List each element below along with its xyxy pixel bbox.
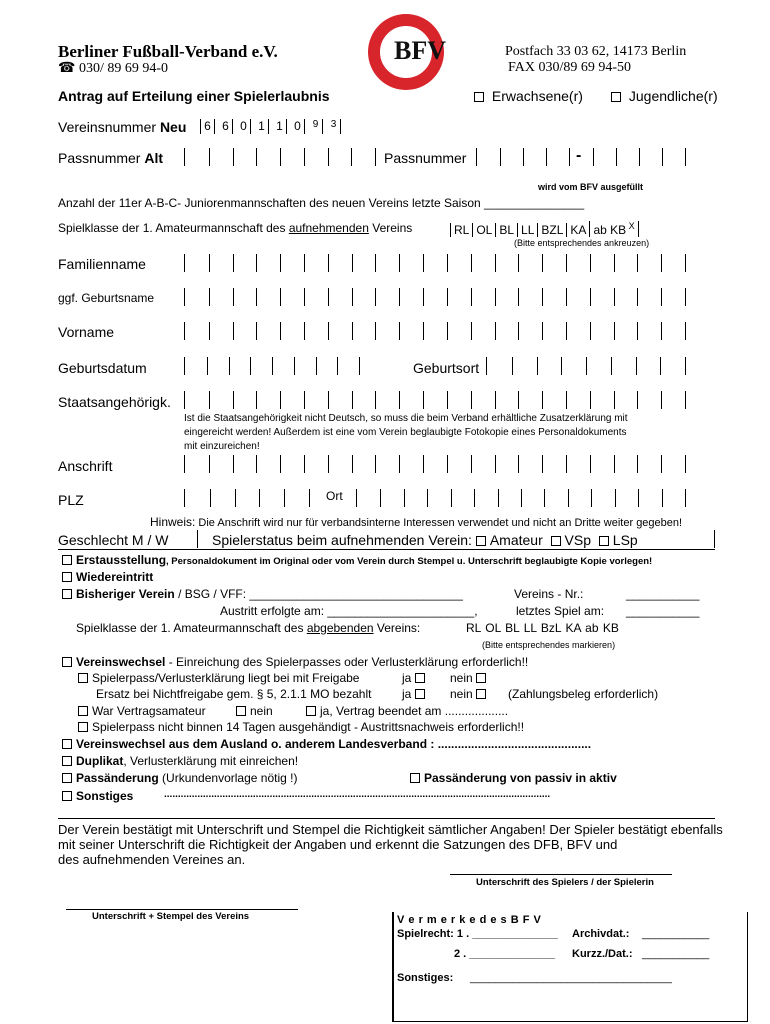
cell-divider [614, 288, 615, 306]
cell-divider [380, 489, 381, 507]
cell-divider [233, 288, 234, 306]
cell-divider [566, 288, 567, 306]
phone-icon: ☎ [58, 61, 76, 76]
cell-divider [229, 357, 230, 375]
cell-divider [233, 455, 234, 473]
cell-divider [542, 455, 543, 473]
cell-divider [542, 288, 543, 306]
opt-adult[interactable]: Erwachsene(r) [474, 88, 583, 104]
spielklasse-option[interactable]: RL [450, 223, 472, 237]
anschrift-label: Anschrift [58, 458, 113, 474]
cell-divider [399, 288, 400, 306]
org-title: Berliner Fußball-Verband e.V. [58, 42, 278, 61]
cell-divider [518, 322, 519, 340]
form-title: Antrag auf Erteilung einer Spielerlaubnis [58, 88, 330, 104]
spielrecht-2[interactable]: 2 . ______________ [454, 948, 555, 960]
checkbox-youth[interactable] [611, 92, 621, 102]
checkbox-ersatz-nein[interactable] [476, 689, 486, 699]
vereinsnummer-digit: 6 [219, 119, 233, 134]
cell-divider [638, 489, 639, 507]
cell-divider [637, 322, 638, 340]
passnummer-label: Passnummer [384, 150, 467, 166]
fax: FAX 030/89 69 94-50 [508, 60, 632, 75]
checkbox-adult[interactable] [474, 92, 484, 102]
cell-divider [423, 322, 424, 340]
cell-divider [375, 391, 376, 409]
cell-divider [500, 148, 501, 166]
cell-divider [561, 357, 562, 375]
cell-divider [304, 288, 305, 306]
status-label: Spielerstatus beim aufnehmenden Verein: [212, 532, 472, 548]
cell-divider [337, 357, 338, 375]
cell-divider [662, 489, 663, 507]
familienname-label: Familienname [58, 256, 146, 272]
cell-divider [304, 455, 305, 473]
cell-divider [471, 455, 472, 473]
cell-divider [639, 148, 640, 166]
letztes-spiel-input[interactable]: ___________ [626, 604, 700, 618]
cell-divider [611, 357, 612, 375]
cell-divider [542, 254, 543, 272]
cell-divider [280, 391, 281, 409]
cell-divider [352, 254, 353, 272]
cell-divider [590, 391, 591, 409]
checkbox-duplikat[interactable] [62, 756, 72, 766]
checkbox-erstausstellung[interactable] [62, 555, 72, 565]
cell-divider [256, 288, 257, 306]
austritt-input[interactable]: Austritt erfolgte am: ______________________, [220, 604, 478, 618]
ersatz-text: Ersatz bei Nichtfreigabe gem. § 5, 2.1.1 MO bezahlt [96, 687, 372, 701]
geburtsdatum-field[interactable] [184, 357, 360, 375]
cell-divider [474, 489, 475, 507]
staat-note-3: mit einzureichen! [184, 441, 260, 452]
cell-divider [591, 489, 592, 507]
cell-divider [328, 391, 329, 409]
cell-divider [423, 391, 424, 409]
cell-divider [661, 391, 662, 409]
checkbox-ausland[interactable] [62, 739, 72, 749]
geburtsdatum-label: Geburtsdatum [58, 360, 147, 376]
vereins-nr-input[interactable]: ___________ [626, 587, 700, 601]
vereinsnummer-field[interactable] [200, 119, 346, 134]
cell-divider [590, 322, 591, 340]
cell-divider [542, 322, 543, 340]
cell-divider [280, 288, 281, 306]
sonstiges-input[interactable]: ........................................................................................................................................... [164, 789, 551, 800]
geburtsort-label: Geburtsort [413, 360, 480, 376]
cell-divider [399, 254, 400, 272]
cell-divider [280, 322, 281, 340]
cell-divider [284, 489, 285, 507]
cell-divider [280, 455, 281, 473]
cell-divider [352, 391, 353, 409]
vereinsnummer-digit: 1 [273, 119, 287, 134]
cell-divider [471, 322, 472, 340]
cell-divider [614, 254, 615, 272]
cell-divider [352, 288, 353, 306]
vereinsnummer-digit: 6 [201, 119, 215, 134]
checkbox-vertragsamateur[interactable] [78, 706, 88, 716]
cell-divider [209, 148, 210, 166]
bfv-sonstiges-label: Sonstiges: [397, 972, 454, 984]
bestaetigung-2: mit seiner Unterschrift die Richtigkeit der Angaben und erkennt die Satzungen des DFB, BFV und [58, 837, 618, 852]
checkbox-vertrag-nein[interactable] [236, 706, 246, 716]
checkbox-vsp[interactable] [551, 536, 561, 546]
cell-divider [233, 254, 234, 272]
checkbox-passiv-aktiv[interactable] [410, 773, 420, 783]
checkbox-sonstiges[interactable] [62, 791, 72, 801]
hinweis-text: Die Anschrift wird nur für verbandsinterne Interessen verwendet und nicht an Dritte weiter gegeben! [198, 517, 683, 529]
cell-divider [661, 322, 662, 340]
cell-divider [375, 254, 376, 272]
cell-divider [256, 455, 257, 473]
kurzz-input[interactable]: ___________ [642, 948, 710, 960]
cell-divider [328, 254, 329, 272]
cell-divider [304, 322, 305, 340]
cell-divider [404, 489, 405, 507]
cell-divider [615, 489, 616, 507]
spielklasse-option[interactable]: BZL [537, 223, 566, 237]
junior-teams-count[interactable]: Anzahl der 11er A-B-C- Juniorenmannschaften des neuen Vereins letzte Saison _______________ [58, 196, 585, 210]
cell-divider [537, 357, 538, 375]
geburtsort-field[interactable] [486, 357, 686, 375]
staat-label: Staatsangehörigk. [58, 394, 171, 410]
cell-divider [256, 391, 257, 409]
cell-divider [523, 148, 524, 166]
vereinsnummer-label: Vereinsnummer [58, 119, 157, 135]
cell-divider [233, 322, 234, 340]
cell-divider [235, 489, 236, 507]
signature-player[interactable]: Unterschrift des Spielers / der Spielerin [476, 877, 654, 888]
cell-divider [495, 455, 496, 473]
cell-divider [637, 254, 638, 272]
spielklasse-option[interactable]: OL [472, 223, 495, 237]
cell-divider [636, 357, 637, 375]
passnummer-alt-label: Passnummer [58, 150, 141, 166]
bestaetigung-3: des aufnehmenden Vereines an. [58, 852, 246, 867]
cell-divider [447, 391, 448, 409]
checkbox-wiedereintritt[interactable] [62, 572, 72, 582]
cell-divider [304, 148, 305, 166]
checkbox-amateur[interactable] [476, 536, 486, 546]
checkbox-ersatz-ja[interactable] [415, 689, 425, 699]
cell-divider [328, 148, 329, 166]
cell-divider [375, 322, 376, 340]
cell-divider [637, 288, 638, 306]
checkbox-vertrag-ja[interactable] [306, 706, 316, 716]
geburtsname-label: ggf. Geburtsname [58, 291, 155, 305]
cell-divider [328, 455, 329, 473]
signature-club[interactable]: Unterschrift + Stempel des Vereins [92, 911, 250, 922]
cell-divider [399, 322, 400, 340]
checkbox-passaenderung[interactable] [62, 773, 72, 783]
vorname-field[interactable] [184, 322, 686, 340]
cell-divider [294, 357, 295, 375]
staat-note-2: eingereicht werden! Außerdem ist eine vom Verein beglaubigte Fotokopie eines Personaldokuments [184, 427, 627, 438]
bfv-logo [368, 14, 444, 90]
cell-divider [209, 288, 210, 306]
cell-divider [566, 391, 567, 409]
cell-divider [304, 391, 305, 409]
geburtsname-field[interactable] [184, 288, 686, 306]
vorname-label: Vorname [58, 324, 115, 340]
cell-divider [521, 489, 522, 507]
checkbox-freigabe[interactable] [78, 673, 88, 683]
spielrecht[interactable]: Spielrecht: 1 . ______________ [397, 928, 558, 940]
cell-divider [209, 254, 210, 272]
cell-divider [209, 455, 210, 473]
cell-divider [569, 148, 570, 166]
cell-divider [614, 322, 615, 340]
cell-divider [209, 391, 210, 409]
opt-youth[interactable]: Jugendliche(r) [611, 88, 718, 104]
cell-divider [304, 254, 305, 272]
cell-divider [280, 148, 281, 166]
vereins-nr-label: Vereins - Nr.: [514, 587, 584, 601]
cell-divider [423, 254, 424, 272]
kurzz-label: Kurzz./Dat.: [572, 948, 633, 960]
anschrift-field[interactable] [184, 455, 686, 473]
plz-field[interactable] [184, 489, 310, 507]
cell-divider [660, 357, 661, 375]
cell-divider [351, 148, 352, 166]
cell-divider [544, 489, 545, 507]
cell-divider [586, 357, 587, 375]
cell-divider [661, 254, 662, 272]
cell-divider [256, 148, 257, 166]
cell-divider [662, 148, 663, 166]
cell-divider [495, 322, 496, 340]
cell-divider [375, 288, 376, 306]
cell-divider [210, 489, 211, 507]
cell-divider [518, 455, 519, 473]
cell-divider [495, 391, 496, 409]
cell-divider [495, 288, 496, 306]
ort-label: Ort [326, 489, 343, 503]
archivdat-input[interactable]: ___________ [642, 928, 710, 940]
cell-divider [471, 288, 472, 306]
cell-divider [375, 455, 376, 473]
cell-divider [471, 254, 472, 272]
archivdat-label: Archivdat.: [572, 928, 630, 940]
ort-field[interactable] [356, 489, 686, 507]
checkbox-freigabe-ja[interactable] [415, 673, 425, 683]
vereinsnummer-digit: 3 [327, 119, 341, 134]
bestaetigung-1: Der Verein bestätigt mit Unterschrift und Stempel die Richtigkeit sämtlicher Angaben! Der Spieler bestätigt ebenfalls [58, 822, 723, 837]
checkbox-lsp[interactable] [599, 536, 609, 546]
familienname-field[interactable] [184, 254, 686, 272]
cell-divider [542, 391, 543, 409]
checkbox-vereinswechsel[interactable] [62, 657, 72, 667]
cell-divider [447, 288, 448, 306]
vereinsnummer-digit: 1 [255, 119, 269, 134]
cell-divider [250, 357, 251, 375]
spielklasse-option[interactable]: ab KB $^X$ [589, 221, 638, 237]
cell-divider [447, 322, 448, 340]
cell-divider [256, 254, 257, 272]
passnummer-alt-field[interactable] [184, 148, 376, 166]
spielklasse-option[interactable]: BL [495, 223, 517, 237]
spielklasse-option[interactable]: KA [566, 223, 589, 237]
staat-note-1: Ist die Staatsangehörigkeit nicht Deutsch, so muss die beim Verband erhältliche Zusatzerklärung mit [184, 413, 628, 424]
cell-divider [518, 288, 519, 306]
spielklasse-options[interactable] [450, 221, 639, 237]
cell-divider [207, 357, 208, 375]
cell-divider [399, 391, 400, 409]
cell-divider [399, 455, 400, 473]
cell-divider [352, 455, 353, 473]
spielklasse-abgebend[interactable]: RL OL BL LL BzL KA ab KB [466, 621, 619, 635]
cell-divider [566, 254, 567, 272]
phone: 030/ 89 69 94-0 [78, 61, 169, 76]
cell-divider [233, 148, 234, 166]
cell-divider [546, 148, 547, 166]
cell-divider [568, 489, 569, 507]
cell-divider [209, 322, 210, 340]
cell-divider [590, 254, 591, 272]
cell-divider [471, 391, 472, 409]
pass-dash: - [576, 147, 582, 164]
markieren-note: (Bitte entsprechendes markieren) [482, 640, 616, 650]
cell-divider [518, 254, 519, 272]
cell-divider [427, 489, 428, 507]
cell-divider [280, 254, 281, 272]
bfv-sonstiges-input[interactable]: _________________________________ [470, 972, 672, 984]
bfv-box-title: V e r m e r k e d e s B F V [397, 914, 542, 926]
vereinsnummer-digit: 0 [237, 119, 251, 134]
cell-divider [614, 391, 615, 409]
checkbox-bisheriger-verein[interactable] [62, 589, 72, 599]
cell-divider [328, 288, 329, 306]
cell-divider [495, 254, 496, 272]
cell-divider [661, 288, 662, 306]
ankreuzen-note: (Bitte entsprechendes ankreuzen) [514, 238, 650, 248]
cell-divider [259, 489, 260, 507]
geschlecht-label[interactable]: Geschlecht M / W [58, 532, 169, 548]
spielklasse-option[interactable]: LL [517, 223, 537, 237]
cell-divider [518, 391, 519, 409]
cell-divider [316, 357, 317, 375]
cell-divider [233, 391, 234, 409]
cell-divider [637, 455, 638, 473]
checkbox-binnen[interactable] [78, 722, 88, 732]
vereinsnummer-digit: 9 [309, 119, 323, 134]
cell-divider [451, 489, 452, 507]
cell-divider [590, 455, 591, 473]
cell-divider [328, 322, 329, 340]
checkbox-freigabe-nein[interactable] [476, 673, 486, 683]
letztes-spiel-label: letztes Spiel am: [516, 604, 605, 618]
cell-divider [423, 288, 424, 306]
cell-divider [498, 489, 499, 507]
plz-label: PLZ [58, 492, 84, 508]
logo-mark: BFV [394, 36, 446, 65]
cell-divider [614, 455, 615, 473]
zahlungsbeleg-note: (Zahlungsbeleg erforderlich) [508, 687, 659, 701]
cell-divider [352, 322, 353, 340]
cell-divider [447, 455, 448, 473]
cell-divider [590, 288, 591, 306]
cell-divider [272, 357, 273, 375]
postal-address: Postfach 33 03 62, 14173 Berlin [505, 44, 687, 59]
bfv-fill-note: wird vom BFV ausgefüllt [538, 182, 644, 192]
cell-divider [423, 455, 424, 473]
cell-divider [256, 322, 257, 340]
cell-divider [637, 391, 638, 409]
vereinsnummer-digit: 0 [291, 119, 305, 134]
cell-divider [512, 357, 513, 375]
cell-divider [661, 455, 662, 473]
cell-divider [447, 254, 448, 272]
staat-field[interactable] [184, 391, 686, 409]
cell-divider [566, 455, 567, 473]
cell-divider [593, 148, 594, 166]
cell-divider [566, 322, 567, 340]
cell-divider [616, 148, 617, 166]
